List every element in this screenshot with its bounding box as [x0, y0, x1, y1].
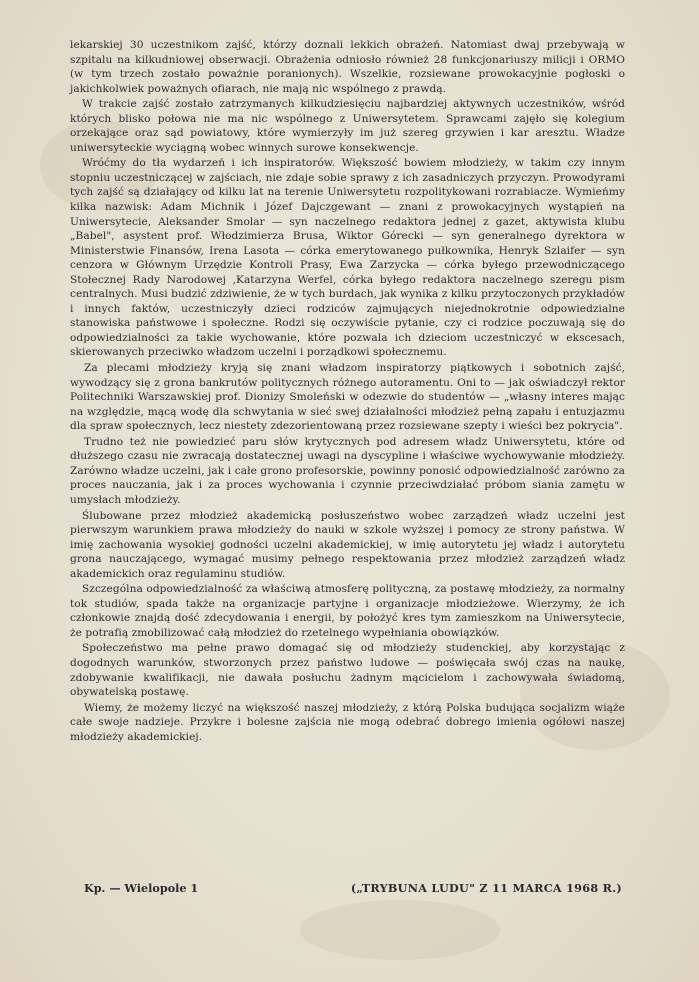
article-paragraph: Wiemy, że możemy liczyć na większość naszej młodzieży, z którą Polska budująca socjalizm wiąże całe swoje nadzieje. Przykre i bolesne zajścia nie mogą odebrać dobrego imienia ogółowi naszej młodzieży akademickiej.: [70, 701, 625, 743]
paper-stain: [300, 900, 500, 960]
article-paragraph: Ślubowane przez młodzież akademicką posłuszeństwo wobec zarządzeń władz uczelni jest pierwszym warunkiem prawa młodzieży do nauki w szkole wyższej i pomocy ze strony państwa. W imię zachowania wysokiej godności uczelni akademickiej, w imię autorytetu jej władz i autorytetu grona nauczającego, wymagać musimy pełnego respektowania przez młodzież zarządzeń władz akademickich oraz regulaminu studiów.: [70, 509, 625, 580]
article-paragraph: W trakcie zajść zostało zatrzymanych kilkudziesięciu najbardziej aktywnych uczestników, wśród których blisko połowa nie ma nic wspólnego z Uniwersytetem. Sprawcami zajęło się kolegium orzekające oraz sąd powiatowy, które wymierzyły im już szereg grzywien i kar aresztu. Władze uniwersyteckie wyciągną wobec winnych surowe konsekwencje.: [70, 98, 625, 154]
article-paragraph: Szczególna odpowiedzialność za właściwą atmosferę polityczną, za postawę młodzieży, za normalny tok studiów, spada także na organizacje partyjne i organizacje młodzieżowe. Wierzymy, że ich członkowie znajdą dość zdecydowania i energii, by położyć kres tym zamieszkom na Uniwersytecie, że potrafią zmobilizować całą młodzież do rzetelnego wypełniania obowiązków.: [70, 583, 625, 639]
article-paragraph: Za plecami młodzieży kryją się znani władzom inspiratorzy piątkowych i sobotnich zajść, wywodzący się z grona bankrutów politycznych różnego autoramentu. Oni to — jak oświadczył rektor Politechniki Warszawskiej prof. Dionizy Smoleński w odezwie do studentów — „własny interes mając na względzie, mącą wodę dla schwytania w sieć swej działalności młodzież pełną zapału i entuzjazmu dla spraw społecznych, lecz niestety zdezorientowaną przez rozsiewane szepty i wieści bez pokrycia".: [70, 362, 625, 433]
source-citation: („TRYBUNA LUDU" Z 11 MARCA 1968 R.): [350, 881, 622, 895]
article-paragraph: Trudno też nie powiedzieć paru słów krytycznych pod adresem władz Uniwersytetu, które od dłuższego czasu nie zwracają dostatecznej uwagi na dyscypline i właściwe wychowywanie młodzieży. Zarówno władze uczelni, jak i całe grono profesorskie, powinny ponosić odpowiedzialność zarówno za proces nauczania, jak i za proces wychowania i czynnie przeciwdziałać próbom siania zamętu w umysłach młodzieży.: [70, 435, 625, 506]
article-body: [70, 38, 625, 745]
article-paragraph: lekarskiej 30 uczestnikom zajść, którzy doznali lekkich obrażeń. Natomiast dwaj przebywają w szpitalu na kilkudniowej obserwacji. Obrażenia odniosło również 28 funkcjonariuszy milicji i ORMO (w tym trzech zostało poważnie poranionych). Wszelkie, rozsiewane prowokacyjnie pogłoski o jakichkolwiek poważnych ofiarach, nie mają nic wspólnego z prawdą.: [70, 39, 625, 95]
print-info: Kp. — Wielopole 1: [84, 881, 199, 895]
article-paragraph: Społeczeństwo ma pełne prawo domagać się od młodzieży studenckiej, aby korzystając z dogodnych warunków, stworzonych przez państwo ludowe — poświęcała swój czas na naukę, zdobywanie kwalifikacji, nie dawała posłuchu żadnym mącicielom i zachowywała świadomą, obywatelską postawę.: [70, 642, 625, 699]
article-paragraph: Wróćmy do tła wydarzeń i ich inspiratorów. Większość bowiem młodzieży, w takim czy innym stopniu uczestniczącej w zajściach, nie zdaje sobie sprawy z ich zasadniczych przyczyn. Prowodyrami tych zajść są działający od kilku lat na terenie Uniwersytetu rozpolitykowani rozrabiacze. Wymieńmy kilka nazwisk: Adam Michnik i Józef Dajczgewant — znani z prowokacyjnych wystąpień na Uniwersytecie, Aleksander Smolar — syn naczelnego redaktora jednej z gazet, aktywista klubu „Babel", asystent prof. Włodzimierza Brusa, Wiktor Górecki — syn generalnego dyrektora w Ministerstwie Finansów, Irena Lasota — córka emerytowanego pułkownika, Henryk Szlaifer — syn cenzora w Głównym Urzędzie Kontroli Prasy, Ewa Zarzycka — córka byłego przewodniczącego Stołecznej Rady Narodowej ,Katarzyna Werfel, córka byłego redaktora naczelnego szeregu pism centralnych. Musi budzić zdziwienie, że w tych burdach, jak wynika z kilku przytoczonych przykładów i innych faktów, uczestniczyły dzieci rodziców zajmujących niejednokrotnie odpowiedzialne stanowiska państwowe i społeczne. Rodzi się oczywiście pytanie, czy ci rodzice poczuwają się do odpowiedzialności za takie wychowanie, które pozwala ich dzieciom uczestniczyć w ekscesach, skierowanych przeciwko władzom uczelni i porządkowi społecznemu.: [70, 157, 625, 359]
